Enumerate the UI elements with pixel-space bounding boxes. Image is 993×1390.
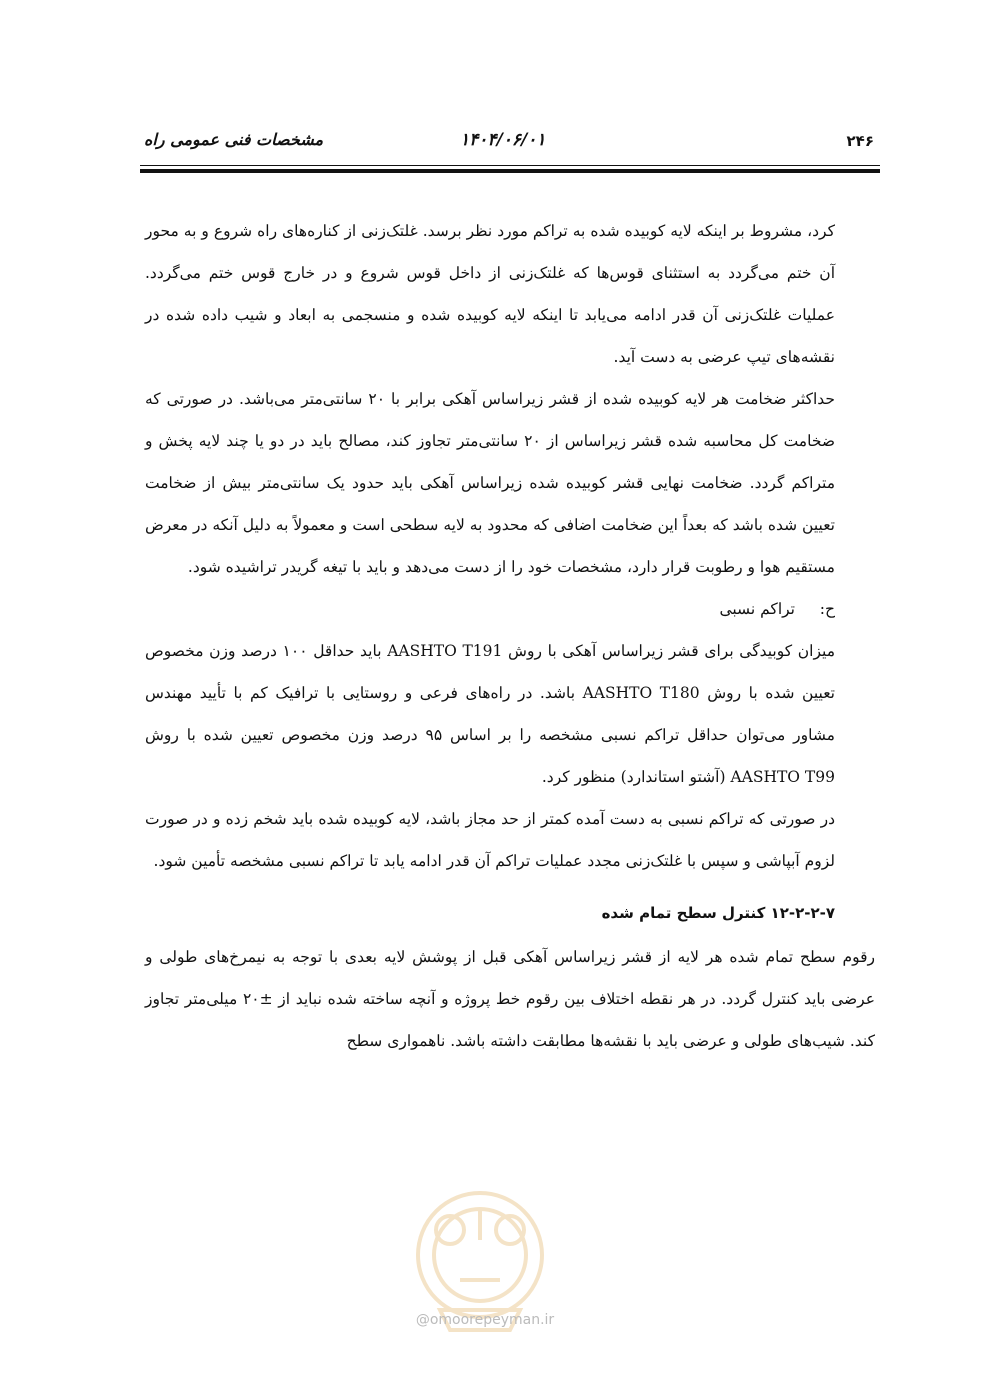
item-letter: ح: bbox=[819, 600, 835, 618]
paragraph-surface-control: رقوم سطح تمام شده هر لایه از قشر زیراساس آهکی قبل از پوشش لایه بعدی با توجه به نیمرخ‌های طولی و عرضی باید کنترل گردد. در هر نقطه اختلاف بین رقوم خط پروژه و آنچه ساخته شده نباید از ±۲۰ میلی‌متر تجاوز کند. شیب‌های طولی و عرضی باید با نقشه‌ها مطابقت داشته باشد. ناهمواری سطح bbox=[145, 948, 875, 1050]
list-item-relative-compaction bbox=[145, 588, 835, 630]
watermark-text: @omoorepeyman.ir bbox=[415, 1312, 555, 1328]
header-date: ۱۴۰۴/۰۶/۰۱ bbox=[460, 130, 546, 150]
main-content bbox=[145, 210, 875, 1062]
section-heading: ۱۲-۲-۲-۷ کنترل سطح تمام شده bbox=[601, 904, 835, 922]
paragraph-thickness: حداکثر ضخامت هر لایه کوبیده شده از قشر زیراساس آهکی برابر با ۲۰ سانتی‌متر می‌باشد. در صورتی که ضخامت کل محاسبه شده قشر زیراساس از ۲۰ سانتی‌متر تجاوز کند، مصالح باید در دو یا چند لایه پخش و متراکم گردد. ضخامت نهایی قشر کوبیده شده زیراساس آهکی باید حدود یک سانتی‌متر بیش از ضخامت تعیین شده باشد که بعداً این ضخامت اضافی که محدود به لایه سطحی است و معمولاً به دلیل آنکه در معرض مستقیم هوا و رطوبت قرار دارد، مشخصات خود را از دست می‌دهد و باید با تیغه گریدر تراشیده شود. bbox=[145, 390, 835, 576]
document-title: مشخصات فنی عمومی راه bbox=[144, 130, 324, 149]
item-title: تراکم نسبی bbox=[719, 600, 795, 618]
page-header bbox=[140, 128, 880, 168]
page-number: ۲۴۶ bbox=[846, 132, 874, 150]
header-rule-thick bbox=[140, 169, 880, 173]
paragraph-compaction-rework: در صورتی که تراکم نسبی به دست آمده کمتر از حد مجاز باشد، لایه کوبیده شده باید شخم زده و در صورت لزوم آبپاشی و سپس با غلتک‌زنی مجدد عملیات تراکم آن قدر ادامه یابد تا تراکم نسبی مشخصه تأمین شود. bbox=[145, 810, 835, 870]
paragraph-compaction-degree: میزان کوبیدگی برای قشر زیراساس آهکی با روش AASHTO T191 باید حداقل ۱۰۰ درصد وزن مخصوص تعیین شده با روش AASHTO T180 باشد. در راه‌های فرعی و روستایی با ترافیک کم با تأیید مهندس مشاور می‌توان حداقل تراکم نسبی مشخصه را بر اساس ۹۵ درصد وزن مخصوص تعیین شده با روش AASHTO T99 (آشتو استاندارد) منظور کرد. bbox=[145, 642, 836, 786]
paragraph-rolling: کرد، مشروط بر اینکه لایه کوبیده شده به تراکم مورد نظر برسد. غلتک‌زنی از کناره‌های راه شروع و به محور آن ختم می‌گردد به استثنای قوس‌ها که غلتک‌زنی از داخل قوس شروع و در خارج قوس ختم می‌گردد. عملیات غلتک‌زنی آن قدر ادامه می‌یابد تا اینکه لایه کوبیده شده و منسجمی به ابعاد و شیب داده شده در نقشه‌های تیپ عرضی به دست آید. bbox=[145, 222, 835, 366]
header-rule-thin bbox=[140, 165, 880, 166]
